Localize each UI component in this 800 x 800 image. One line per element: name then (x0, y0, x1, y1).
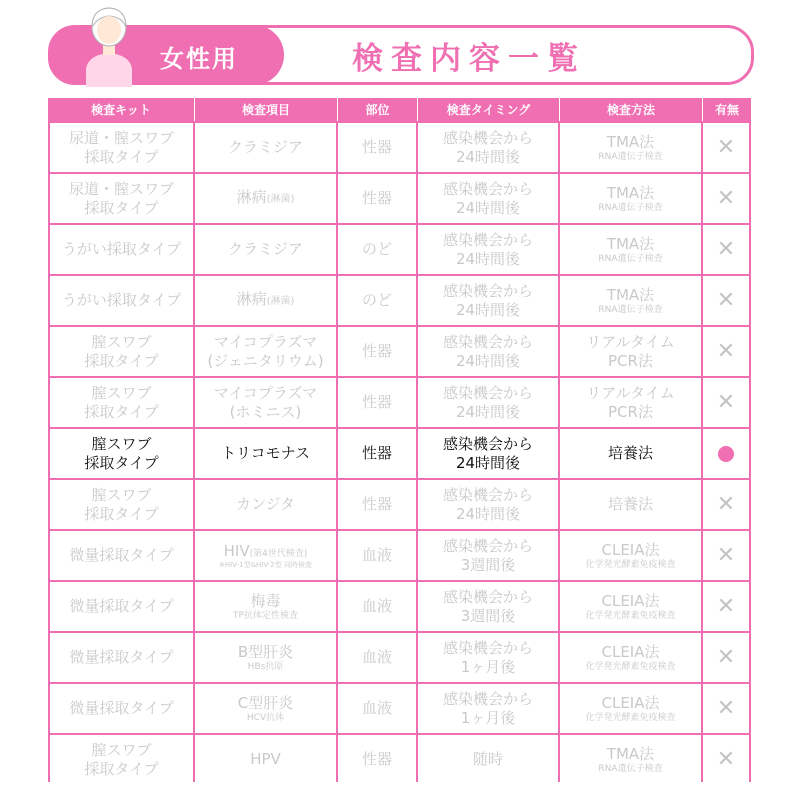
cell-kit (50, 480, 193, 529)
timing-label: 感染機会から (442, 332, 533, 351)
item-line (237, 188, 295, 209)
page-header (48, 25, 752, 83)
item-label: 梅毒 (250, 591, 281, 610)
site-label: 性器 (361, 189, 392, 207)
kit-label: 微量採取タイプ (69, 648, 174, 666)
kit-label: 採取タイプ (84, 504, 159, 523)
cell-item (195, 174, 336, 223)
cell-item (195, 429, 336, 478)
timing-label: 3週間後 (460, 555, 516, 574)
kit-label: 採取タイプ (84, 351, 159, 370)
cell-available (703, 327, 749, 376)
cell-method (560, 735, 701, 784)
cell-timing (418, 531, 558, 580)
cell-method (560, 480, 701, 529)
timing-label: 1ヶ月後 (460, 708, 516, 727)
method-label: TMA法 (606, 234, 655, 253)
table-row (48, 174, 751, 223)
cell-available (703, 276, 749, 325)
cell-site (338, 429, 416, 478)
table-header-row (48, 98, 751, 121)
timing-label: 24時間後 (455, 198, 521, 217)
method-label: TMA法 (606, 132, 655, 151)
unavailable-cross-icon: ✕ (716, 644, 736, 670)
timing-label: 感染機会から (442, 485, 533, 504)
cell-site (338, 378, 416, 427)
cell-site (338, 225, 416, 274)
unavailable-cross-icon: ✕ (716, 287, 736, 313)
unavailable-cross-icon: ✕ (716, 542, 736, 568)
table-row (48, 582, 751, 631)
timing-label: 24時間後 (455, 300, 521, 319)
cell-site (338, 582, 416, 631)
cell-kit (50, 735, 193, 784)
kit-label: 微量採取タイプ (69, 699, 174, 717)
column-header-available: 有無 (703, 98, 751, 121)
cell-site (338, 480, 416, 529)
cell-item (195, 276, 336, 325)
method-label-2: PCR法 (608, 402, 653, 421)
unavailable-cross-icon: ✕ (716, 746, 736, 772)
timing-label: 24時間後 (455, 453, 521, 472)
cell-site (338, 684, 416, 733)
item-label: C型肝炎 (237, 693, 294, 712)
kit-label: 尿道・膣スワブ (68, 179, 174, 198)
method-label: TMA法 (606, 285, 655, 304)
site-label: 血液 (361, 699, 392, 717)
timing-label: 感染機会から (442, 128, 533, 147)
item-label: B型肝炎 (237, 642, 294, 661)
method-label: 培養法 (607, 444, 653, 462)
item-label: クラミジア (227, 138, 303, 156)
cell-kit (50, 174, 193, 223)
cell-method (560, 684, 701, 733)
timing-label: 随時 (472, 750, 503, 768)
item-sub: HCV抗体 (246, 712, 285, 723)
column-header-site: 部位 (338, 98, 418, 121)
kit-label: 微量採取タイプ (69, 546, 174, 564)
kit-label: 膣スワブ (91, 332, 152, 351)
cell-method (560, 582, 701, 631)
method-label: CLEIA法 (601, 642, 660, 661)
timing-label: 1ヶ月後 (460, 657, 516, 676)
cell-site (338, 735, 416, 784)
item-label: 淋病 (236, 188, 267, 206)
cell-kit (50, 582, 193, 631)
kit-label: 採取タイプ (84, 402, 159, 421)
table-row (48, 327, 751, 376)
timing-label: 24時間後 (455, 147, 521, 166)
item-note: (淋菌) (266, 194, 295, 205)
page-title: 検査内容一覧 (352, 41, 586, 77)
column-header-timing: 検査タイミング (418, 98, 560, 121)
cell-site (338, 633, 416, 682)
cell-site (338, 276, 416, 325)
table-row (48, 633, 751, 682)
item-note: (淋菌) (266, 296, 295, 307)
unavailable-cross-icon: ✕ (716, 185, 736, 211)
cell-item (195, 582, 336, 631)
cell-method (560, 378, 701, 427)
cell-timing (418, 225, 558, 274)
table-row (48, 735, 751, 784)
cell-available (703, 378, 749, 427)
cell-method (560, 276, 701, 325)
cell-method (560, 633, 701, 682)
table-row (48, 123, 751, 172)
cell-timing (418, 633, 558, 682)
cell-kit (50, 327, 193, 376)
cell-timing (418, 174, 558, 223)
item-label: HIV (223, 541, 250, 560)
timing-label: 感染機会から (442, 281, 533, 300)
cell-item (195, 225, 336, 274)
site-label: 血液 (361, 597, 392, 615)
cell-kit (50, 633, 193, 682)
timing-label: 感染機会から (442, 383, 533, 402)
cell-method (560, 123, 701, 172)
timing-label: 感染機会から (442, 689, 533, 708)
available-dot-icon (718, 446, 734, 462)
unavailable-cross-icon: ✕ (716, 389, 736, 415)
site-label: 性器 (361, 495, 392, 513)
kit-label: うがい採取タイプ (61, 240, 182, 258)
kit-label: うがい採取タイプ (61, 291, 182, 309)
method-label: TMA法 (606, 744, 655, 763)
method-label: リアルタイム (586, 332, 675, 351)
method-sub: RNA遺伝子検査 (598, 763, 663, 774)
cell-timing (418, 582, 558, 631)
cell-available (703, 480, 749, 529)
unavailable-cross-icon: ✕ (716, 134, 736, 160)
cell-available (703, 429, 749, 478)
site-label: 性器 (361, 342, 392, 360)
cell-item (195, 480, 336, 529)
timing-label: 3週間後 (460, 606, 516, 625)
column-header-item: 検査項目 (195, 98, 338, 121)
site-label: のど (361, 291, 392, 309)
unavailable-cross-icon: ✕ (716, 593, 736, 619)
table-row (48, 378, 751, 427)
kit-label: 膣スワブ (91, 485, 152, 504)
timing-label: 感染機会から (442, 536, 533, 555)
kit-label: 採取タイプ (84, 198, 159, 217)
cell-kit (50, 123, 193, 172)
cell-method (560, 429, 701, 478)
cell-kit (50, 531, 193, 580)
cell-item (195, 123, 336, 172)
cell-item (195, 531, 336, 580)
timing-label: 感染機会から (442, 230, 533, 249)
site-label: 性器 (361, 393, 392, 411)
method-label: TMA法 (606, 183, 655, 202)
table-row (48, 429, 751, 478)
cell-kit (50, 378, 193, 427)
cell-kit (50, 429, 193, 478)
method-label: CLEIA法 (601, 693, 660, 712)
item-label: トリコモナス (220, 444, 311, 462)
cell-site (338, 174, 416, 223)
cell-timing (418, 480, 558, 529)
kit-label: 尿道・膣スワブ (68, 128, 174, 147)
method-label: CLEIA法 (601, 591, 660, 610)
unavailable-cross-icon: ✕ (716, 338, 736, 364)
method-sub: RNA遺伝子検査 (598, 151, 663, 162)
cell-method (560, 531, 701, 580)
cell-timing (418, 327, 558, 376)
item-label: マイコプラズマ (213, 383, 318, 402)
table-row (48, 480, 751, 529)
site-label: 血液 (361, 648, 392, 666)
cell-item (195, 735, 336, 784)
cell-available (703, 684, 749, 733)
kit-label: 膣スワブ (91, 434, 152, 453)
item-label: HPV (250, 750, 281, 768)
item-note: (第4世代検査) (249, 548, 308, 559)
timing-label: 24時間後 (455, 402, 521, 421)
method-sub: RNA遺伝子検査 (598, 253, 663, 264)
method-sub: 化学発光酵素免疫検査 (585, 559, 676, 570)
cell-timing (418, 735, 558, 784)
item-line (237, 290, 295, 311)
cell-kit (50, 225, 193, 274)
item-label: カンジタ (235, 495, 296, 513)
cell-timing (418, 276, 558, 325)
cell-timing (418, 378, 558, 427)
cell-site (338, 531, 416, 580)
cell-available (703, 123, 749, 172)
item-label: 淋病 (236, 290, 267, 308)
table-row (48, 684, 751, 733)
table-row (48, 531, 751, 580)
cell-item (195, 633, 336, 682)
method-label: 培養法 (607, 495, 653, 513)
cell-site (338, 123, 416, 172)
method-sub: 化学発光酵素免疫検査 (585, 712, 676, 723)
kit-label: 膣スワブ (91, 383, 152, 402)
item-sub: TP抗体定性検査 (233, 610, 298, 621)
cell-method (560, 174, 701, 223)
column-header-kit: 検査キット (48, 98, 195, 121)
cell-item (195, 684, 336, 733)
item-label: (ジェニタリウム) (207, 351, 324, 370)
site-label: 性器 (361, 138, 392, 156)
table-row (48, 276, 751, 325)
cell-available (703, 225, 749, 274)
cell-available (703, 531, 749, 580)
method-label-2: PCR法 (608, 351, 653, 370)
kit-label: 微量採取タイプ (69, 597, 174, 615)
column-header-method: 検査方法 (560, 98, 703, 121)
timing-label: 24時間後 (455, 504, 521, 523)
unavailable-cross-icon: ✕ (716, 695, 736, 721)
kit-label: 採取タイプ (84, 759, 159, 778)
method-sub: RNA遺伝子検査 (598, 304, 663, 315)
timing-label: 感染機会から (442, 179, 533, 198)
item-label: マイコプラズマ (213, 332, 318, 351)
item-line (224, 542, 308, 561)
timing-label: 24時間後 (455, 351, 521, 370)
cell-timing (418, 684, 558, 733)
unavailable-cross-icon: ✕ (716, 491, 736, 517)
site-label: のど (361, 240, 392, 258)
item-label: クラミジア (227, 240, 303, 258)
cell-site (338, 327, 416, 376)
site-label: 性器 (361, 750, 392, 768)
female-badge (48, 25, 284, 85)
timing-label: 24時間後 (455, 249, 521, 268)
site-label: 血液 (361, 546, 392, 564)
item-sub: HBs抗原 (247, 661, 284, 672)
timing-label: 感染機会から (442, 638, 533, 657)
cell-available (703, 633, 749, 682)
item-sub: ※HIV-1型&HIV-2型 同時検査 (219, 560, 312, 569)
method-sub: RNA遺伝子検査 (598, 202, 663, 213)
method-sub: 化学発光酵素免疫検査 (585, 610, 676, 621)
timing-label: 感染機会から (442, 587, 533, 606)
kit-label: 膣スワブ (91, 740, 152, 759)
cell-item (195, 378, 336, 427)
cell-available (703, 735, 749, 784)
method-label: CLEIA法 (601, 540, 660, 559)
unavailable-cross-icon: ✕ (716, 236, 736, 262)
cell-item (195, 327, 336, 376)
cell-timing (418, 123, 558, 172)
item-label: (ホミニス) (229, 402, 302, 421)
badge-label: 女性用 (160, 45, 238, 73)
cell-kit (50, 276, 193, 325)
test-table (48, 98, 751, 782)
timing-label: 感染機会から (442, 434, 533, 453)
cell-available (703, 174, 749, 223)
method-label: リアルタイム (586, 383, 675, 402)
cell-kit (50, 684, 193, 733)
cell-method (560, 225, 701, 274)
cell-timing (418, 429, 558, 478)
method-sub: 化学発光酵素免疫検査 (585, 661, 676, 672)
site-label: 性器 (361, 444, 392, 462)
cell-method (560, 327, 701, 376)
woman-avatar-icon (78, 3, 140, 87)
kit-label: 採取タイプ (84, 453, 159, 472)
cell-available (703, 582, 749, 631)
table-row (48, 225, 751, 274)
kit-label: 採取タイプ (84, 147, 159, 166)
